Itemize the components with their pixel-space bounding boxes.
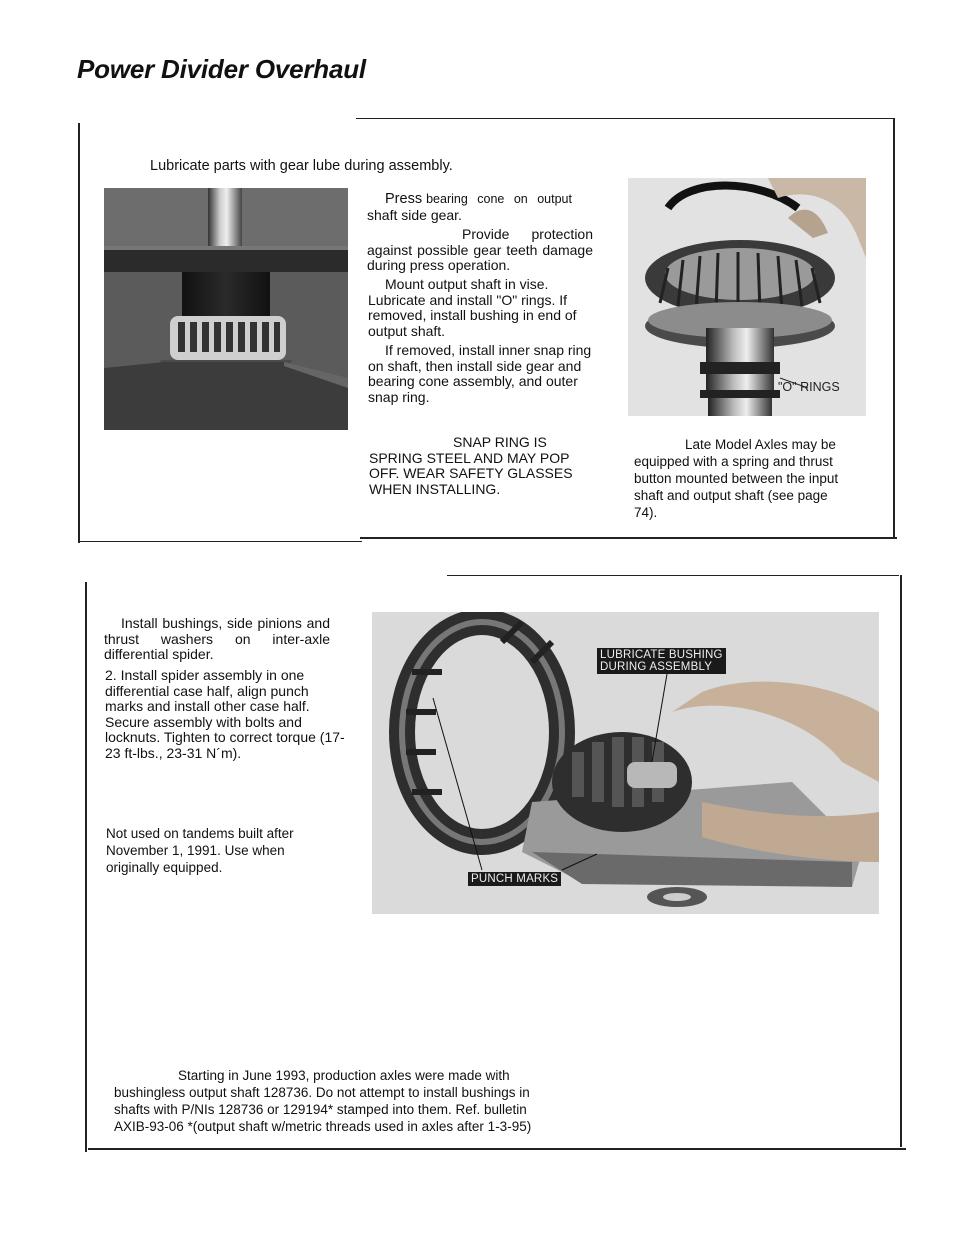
page-title: Power Divider Overhaul — [77, 54, 366, 84]
differential-assembly-photo — [372, 612, 879, 914]
section1-border-bottom-right — [360, 537, 897, 539]
snap-ring-warning: SNAP RING IS SPRING STEEL AND MAY POP OFF. WEAR SAFETY GLASSES WHEN INSTALLING. — [369, 434, 573, 497]
step1-press-word: Press — [385, 191, 427, 207]
s2-step1-text: Install bushings, side pinions and thrust washers on inter-axle differential spider. — [104, 615, 330, 662]
section2-border-left — [85, 582, 87, 1152]
caution-protection: Provide protection against possible gear teeth damage during press operation. — [367, 226, 593, 273]
section1-border-top — [356, 118, 893, 119]
punch-marks-label: PUNCH MARKS — [468, 872, 561, 886]
bushingless-note-line1: Starting in June 1993, production axles were made with — [178, 1068, 510, 1083]
lubricate-label-line1: LUBRICATE BUSHING — [600, 649, 723, 661]
section1-border-left — [78, 123, 80, 543]
step1-press-rest: bearing cone on output — [426, 192, 572, 206]
press-bearing-photo — [104, 188, 348, 430]
o-rings-label: "O" RINGS — [778, 380, 840, 394]
o-rings-photo — [628, 178, 866, 416]
step1-press-end: shaft side gear. — [367, 206, 462, 223]
bushingless-note-line3: shafts with P/NIs 128736 or 129194* stamped into them. Ref. bulletin — [114, 1102, 527, 1117]
s2-step2-text: 2. Install spider assembly in one differential case half, align punch marks and install other case half. Secure assembly with bolts and locknuts. Tighten to correct torque (17-23 ft-lbs., 23-31 N´m). — [105, 667, 345, 761]
section1-border-right — [893, 118, 895, 538]
section1-intro: Lubricate parts with gear lube during assembly. — [150, 158, 453, 174]
lubricate-bushing-label — [597, 648, 726, 674]
tandem-note: Not used on tandems built after November 1, 1991. Use when originally equipped. — [106, 826, 294, 875]
bushingless-note-line4: AXIB-93-06 *(output shaft w/metric threads used in axles after 1-3-95) — [114, 1119, 532, 1134]
section2-border-right — [900, 575, 902, 1147]
lubricate-label-line2: DURING ASSEMBLY — [600, 661, 713, 673]
section2-border-bottom — [88, 1148, 906, 1150]
section1-border-bottom-left — [80, 541, 362, 542]
step2-text: Mount output shaft in vise. Lubricate and install "O" rings. If removed, install bushing in end of output shaft. — [368, 276, 577, 339]
bushingless-note-line2: bushingless output shaft 128736. Do not attempt to install bushings in — [114, 1085, 530, 1100]
section2-border-top — [447, 575, 899, 576]
late-model-note: Late Model Axles may be equipped with a spring and thrust button mounted between the input shaft and output shaft (see page 74). — [634, 437, 839, 520]
step3-text: If removed, install inner snap ring on shaft, then install side gear and bearing cone assembly, and outer snap ring. — [368, 342, 592, 405]
step1-text — [367, 191, 607, 223]
bushingless-note — [114, 1067, 594, 1135]
